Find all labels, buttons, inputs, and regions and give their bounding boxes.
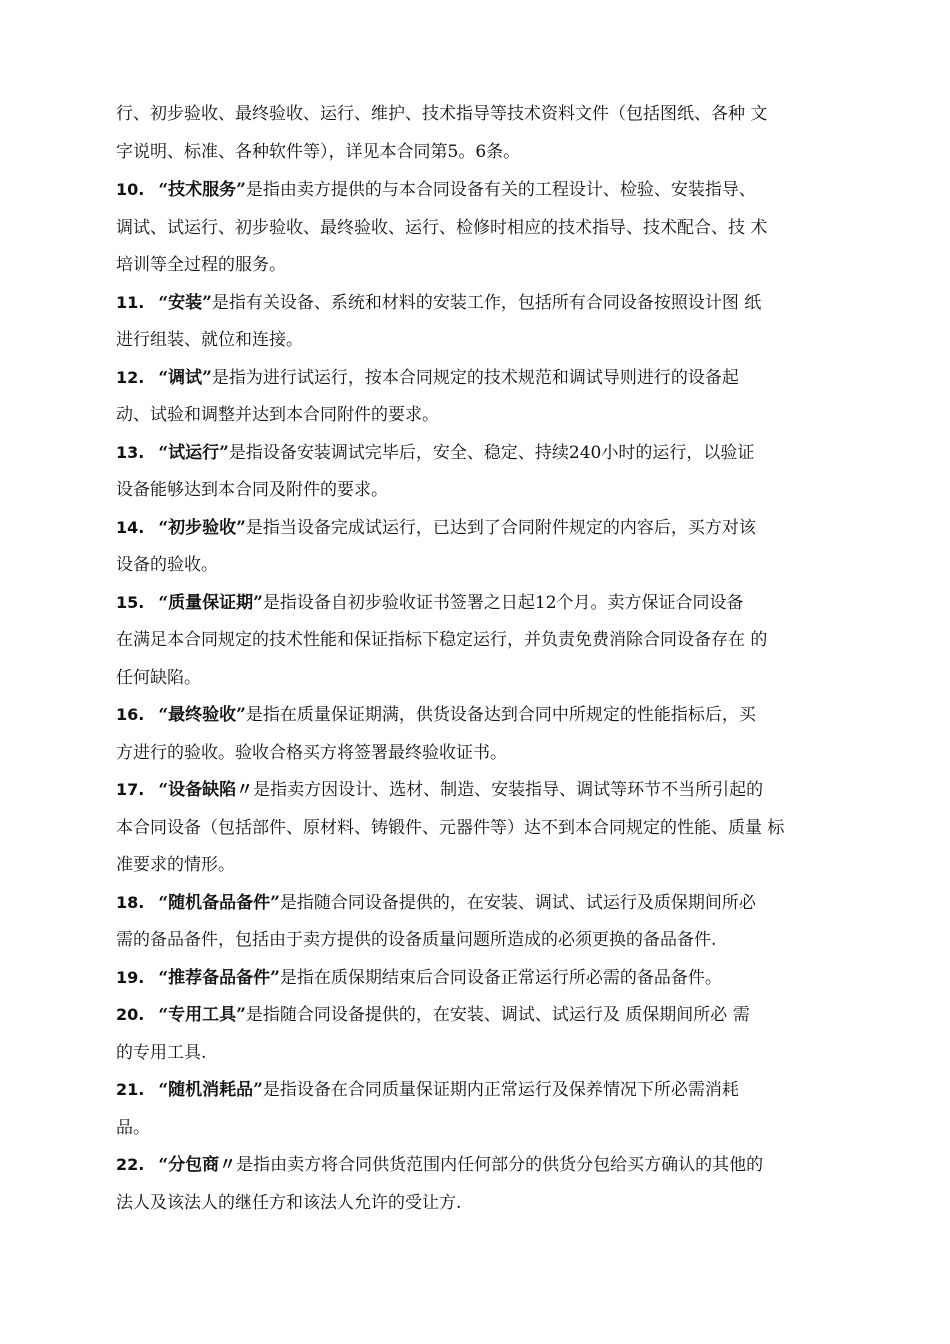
clause-number: 13. <box>116 443 145 462</box>
intro-line-2: 字说明、标准、各种软件等），详见本合同第5。6条。 <box>116 142 521 162</box>
clause-17-line-3: 准要求的情形。 <box>116 855 235 875</box>
clause-term: “质量保证期” <box>158 593 263 613</box>
clause-text: 是指设备自初步验收证书签署之日起12个月。卖方保证合同设备 <box>262 593 744 613</box>
clause-text: 是指随合同设备提供的，在安装、调试、试运行及 质保期间所必 需 <box>245 1005 750 1025</box>
clause-12 <box>116 364 856 392</box>
clause-text: 是指在质保期结束后合同设备正常运行所必需的备品备件。 <box>279 968 722 988</box>
clause-text: 是指设备安装调试完毕后，安全、稳定、持续240小时的运行，以验证 <box>228 443 755 463</box>
clause-text: 是指为进行试运行，按本合同规定的技术规范和调试导则进行的设备起 <box>211 368 739 388</box>
clause-18 <box>116 889 856 917</box>
clause-number: 16. <box>116 705 145 724</box>
clause-10-line-3: 培训等全过程的服务。 <box>116 255 286 275</box>
clause-21 <box>116 1076 856 1104</box>
clause-term: “初步验收” <box>158 518 246 538</box>
clause-term: “推荐备品备件” <box>158 968 280 988</box>
clause-22-line-2: 法人及该法人的继任方和该法人允许的受让方. <box>116 1193 462 1213</box>
clause-15-line-3: 任何缺陷。 <box>116 668 201 688</box>
clause-term: “最终验收” <box>158 705 246 725</box>
clause-14-line-2: 设备的验收。 <box>116 555 218 575</box>
clause-number: 14. <box>116 518 145 537</box>
clause-10-line-2: 调试、试运行、初步验收、最终验收、运行、检修时相应的技术指导、技术配合、技 术 <box>116 218 768 238</box>
clause-number: 21. <box>116 1080 145 1099</box>
clause-18-line-2: 需的备品备件，包括由于卖方提供的设备质量问题所造成的必须更换的备品备件. <box>116 930 717 950</box>
clause-text: 是指卖方因设计、选材、制造、安装指导、调试等环节不当所引起的 <box>253 780 764 800</box>
clause-10 <box>116 176 856 204</box>
clause-16-line-2: 方进行的验收。验收合格买方将签署最终验收证书。 <box>116 743 507 763</box>
clause-17 <box>116 776 856 804</box>
clause-13 <box>116 439 856 467</box>
clause-term: “随机备品备件” <box>158 893 280 913</box>
clause-text: 是指在质量保证期满，供货设备达到合同中所规定的性能指标后，买 <box>245 705 756 725</box>
clause-17-line-2: 本合同设备（包括部件、原材料、铸锻件、元器件等）达不到本合同规定的性能、质量 标 <box>116 818 785 838</box>
clause-term: “分包商〃 <box>158 1155 237 1175</box>
clause-number: 10. <box>116 180 145 199</box>
clause-14 <box>116 514 856 542</box>
clause-16 <box>116 701 856 729</box>
clause-term: “随机消耗品” <box>158 1080 263 1100</box>
clause-number: 18. <box>116 893 145 912</box>
clause-number: 12. <box>116 368 145 387</box>
clause-12-line-2: 动、试验和调整并达到本合同附件的要求。 <box>116 405 439 425</box>
clause-term: “技术服务” <box>158 180 246 200</box>
clause-number: 19. <box>116 968 145 987</box>
clause-number: 17. <box>116 780 145 799</box>
clause-11-line-2: 进行组装、就位和连接。 <box>116 330 303 350</box>
clause-text: 是指设备在合同质量保证期内正常运行及保养情况下所必需消耗 <box>262 1080 739 1100</box>
clause-text: 是指由卖方将合同供货范围内任何部分的供货分包给买方确认的其他的 <box>236 1155 764 1175</box>
clause-term: “设备缺陷〃 <box>158 780 254 800</box>
clause-number: 15. <box>116 593 145 612</box>
clause-number: 11. <box>116 293 145 312</box>
clause-term: “专用工具” <box>158 1005 246 1025</box>
clause-number: 20. <box>116 1005 145 1024</box>
clause-22 <box>116 1151 856 1179</box>
clause-text: 是指当设备完成试运行，已达到了合同附件规定的内容后，买方对该 <box>245 518 756 538</box>
clause-13-line-2: 设备能够达到本合同及附件的要求。 <box>116 480 388 500</box>
clause-text: 是指随合同设备提供的，在安装、调试、试运行及质保期间所必 <box>279 893 756 913</box>
clause-text: 是指由卖方提供的与本合同设备有关的工程设计、检验、安装指导、 <box>245 180 756 200</box>
clause-term: “试运行” <box>158 443 229 463</box>
clause-15 <box>116 589 856 617</box>
clause-term: “调试” <box>158 368 212 388</box>
clause-19 <box>116 964 856 992</box>
clause-number: 22. <box>116 1155 145 1174</box>
clause-text: 是指有关设备、系统和材料的安装工作，包括所有合同设备按照设计图 纸 <box>211 293 762 313</box>
intro-line-1: 行、初步验收、最终验收、运行、维护、技术指导等技术资料文件（包括图纸、各种 文 <box>116 104 768 124</box>
clause-15-line-2: 在满足本合同规定的技术性能和保证指标下稳定运行，并负责免费消除合同设备存在 的 <box>116 630 768 650</box>
clause-20-line-2: 的专用工具. <box>116 1043 207 1063</box>
clause-21-line-2: 品。 <box>116 1118 150 1138</box>
clause-11 <box>116 289 856 317</box>
clause-20 <box>116 1001 856 1029</box>
clause-term: “安装” <box>158 293 212 313</box>
